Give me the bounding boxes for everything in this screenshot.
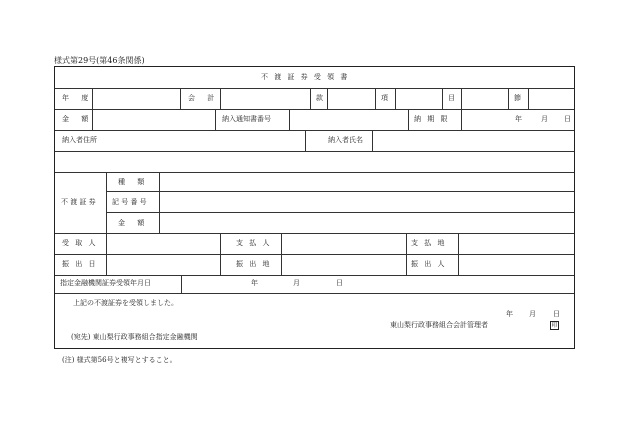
- drawer-label: 振 出 人: [411, 260, 447, 268]
- bank-year: 年: [251, 279, 258, 287]
- receipt-year: 年: [506, 310, 513, 318]
- amount-label: 金 額: [62, 115, 94, 123]
- footnote: (注) 様式第56号と複写とすること。: [62, 356, 177, 364]
- payment-place-label: 支 払 地: [411, 239, 447, 247]
- bank-day: 日: [336, 279, 343, 287]
- form-reference: 様式第29号(第46条関係): [54, 56, 145, 65]
- due-date-label: 納 期 限: [414, 115, 450, 123]
- payer-label: 支 払 人: [236, 239, 272, 247]
- notice-number-label: 納入通知書番号: [222, 115, 271, 123]
- kou-label: 項: [381, 94, 388, 102]
- kind-label: 種 類: [118, 178, 150, 186]
- bank-receipt-date-label: 指定金融機関証券受領年月日: [60, 279, 151, 287]
- addressee: (宛先) 東山梨行政事務組合指定金融機関: [71, 333, 198, 341]
- bank-month: 月: [293, 279, 300, 287]
- receipt-form: [54, 66, 575, 349]
- dishonored-securities-label: 不 渡 証 券: [61, 198, 96, 206]
- security-amount-label: 金 額: [118, 219, 150, 227]
- moku-label: 目: [448, 94, 455, 102]
- seal-mark: 印: [551, 322, 558, 329]
- account-label: 会 計: [188, 94, 220, 102]
- serial-number-label: 記 号 番 号: [112, 198, 147, 206]
- kan-label: 款: [316, 94, 323, 102]
- receipt-day: 日: [553, 310, 560, 318]
- issue-date-label: 振 出 日: [62, 260, 98, 268]
- issue-place-label: 振 出 地: [236, 260, 272, 268]
- receipt-statement: 上記の不渡証券を受領しました。: [73, 299, 178, 307]
- due-year: 年: [515, 115, 522, 123]
- payer-name-label: 納入者氏名: [328, 136, 363, 144]
- receiver-label: 受 取 人: [62, 239, 98, 247]
- setsu-label: 節: [514, 94, 521, 102]
- due-day: 日: [564, 115, 571, 123]
- form-title: 不 渡 証 券 受 領 書: [261, 73, 350, 81]
- receipt-month: 月: [529, 310, 536, 318]
- accounting-manager: 東山梨行政事務組合会計管理者: [390, 321, 488, 329]
- due-month: 月: [541, 115, 548, 123]
- fiscal-year-label: 年 度: [62, 94, 94, 102]
- payer-address-label: 納入者住所: [62, 136, 97, 144]
